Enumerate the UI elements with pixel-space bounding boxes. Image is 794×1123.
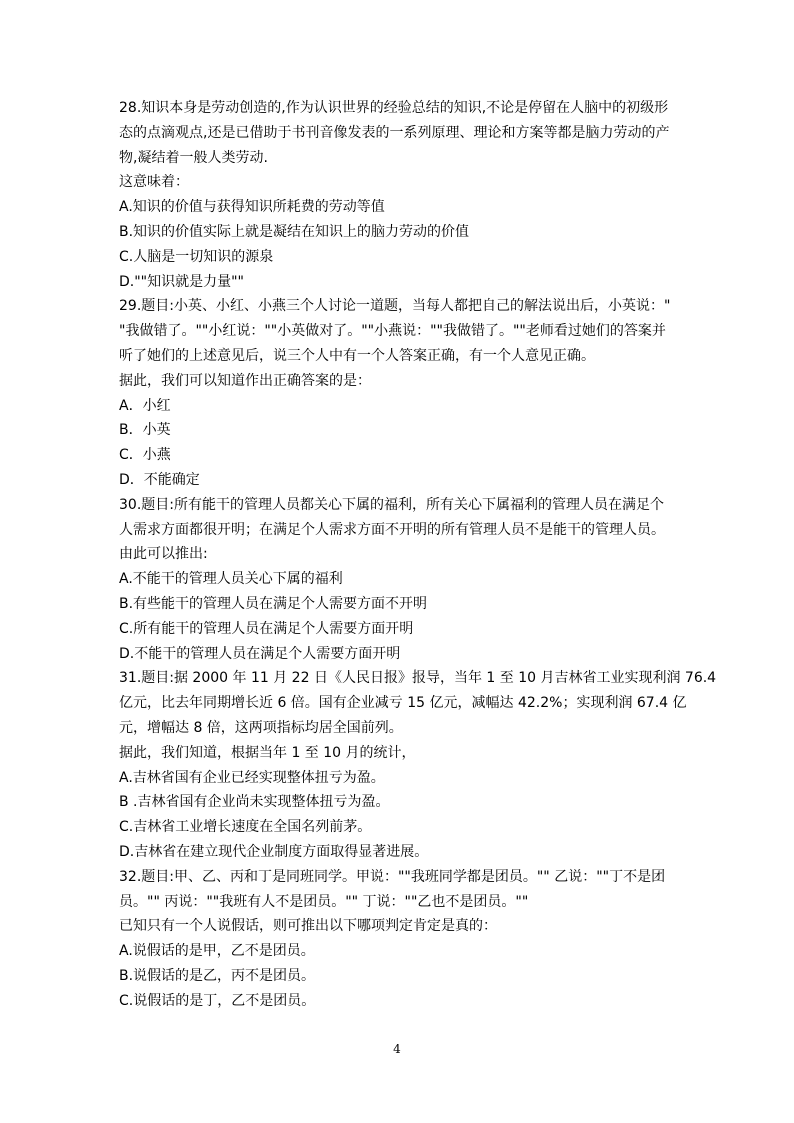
question-32-option-c: C.说假话的是丁，乙不是团员。 — [119, 992, 316, 1009]
question-30-line-2: 人需求方面都很开明；在满足个人需求方面不开明的所有管理人员不是能干的管理人员。 — [119, 521, 665, 538]
question-29-option-c: C．小燕 — [119, 447, 171, 464]
question-29-option-d: D．不能确定 — [119, 471, 200, 488]
question-30-option-d: D.不能干的管理人员在满足个人需要方面开明 — [119, 645, 401, 662]
question-32-option-b: B.说假话的是乙，丙不是团员。 — [119, 967, 316, 984]
question-30-option-b: B.有些能干的管理人员在满足个人需要方面不开明 — [119, 595, 428, 612]
question-28-option-b: B.知识的价值实际上就是凝结在知识上的脑力劳动的价值 — [119, 223, 470, 240]
question-28-option-d: D.""知识就是力量"" — [119, 273, 244, 290]
question-31-line-2: 亿元，比去年同期增长近 6 倍。国有企业减亏 15 亿元，减幅达 42.2%；实现利润 67.4 亿 — [119, 695, 687, 712]
question-28-option-c: C.人脑是一切知识的源泉 — [119, 248, 274, 265]
question-29-option-b: B．小英 — [119, 422, 171, 439]
question-31-line-1: 31.题目:据 2000 年 11 月 22 日《人民日报》报导，当年 1 至 10 月吉林省工业实现利润 76.4 — [119, 670, 717, 687]
question-29-prompt: 据此，我们可以知道作出正确答案的是： — [119, 372, 371, 389]
question-28-line-1: 28.知识本身是劳动创造的,作为认识世界的经验总结的知识,不论是停留在人脑中的初级形 — [119, 100, 669, 116]
question-30-option-a: A.不能干的管理人员关心下属的福利 — [119, 571, 343, 588]
question-29-line-1: 29.题目:小英、小红、小燕三个人讨论一道题，当每人都把自己的解法说出后，小英说：" — [119, 298, 671, 315]
question-32-line-1: 32.题目:甲、乙、丙和丁是同班同学。甲说：""我班同学都是团员。"" 乙说：""丁不是团 — [119, 868, 666, 885]
document-body — [119, 96, 717, 1013]
question-28-line-2: 态的点滴观点,还是已借助于书刊音像发表的一系列原理、理论和方案等都是脑力劳动的产 — [119, 124, 670, 141]
question-31-option-c: C.吉林省工业增长速度在全国名列前茅。 — [119, 819, 372, 836]
page-number: 4 — [393, 1042, 401, 1056]
question-31-prompt: 据此，我们知道，根据当年 1 至 10 月的统计， — [119, 744, 416, 761]
question-28-prompt: 这意味着： — [119, 174, 189, 191]
question-28-option-a: A.知识的价值与获得知识所耗费的劳动等值 — [119, 199, 385, 216]
question-32-line-2: 员。"" 丙说：""我班有人不是团员。"" 丁说：""乙也不是团员。"" — [119, 893, 529, 910]
question-31-option-d: D.吉林省在建立现代企业制度方面取得显著进展。 — [119, 843, 429, 860]
question-29-option-a: A．小红 — [119, 397, 171, 414]
question-29-line-3: 听了她们的上述意见后，说三个人中有一个人答案正确，有一个人意见正确。 — [119, 347, 595, 364]
question-30-option-c: C.所有能干的管理人员在满足个人需要方面开明 — [119, 620, 414, 637]
question-29-line-2: "我做错了。""小红说：""小英做对了。""小燕说：""我做错了。""老师看过她们的答案并 — [119, 323, 666, 340]
question-31-option-a: A.吉林省国有企业已经实现整体扭亏为盈。 — [119, 769, 385, 786]
question-30-prompt: 由此可以推出: — [119, 546, 208, 563]
question-31-option-b: B .吉林省国有企业尚未实现整体扭亏为盈。 — [119, 794, 390, 811]
question-32-option-a: A.说假话的是甲，乙不是团员。 — [119, 943, 315, 960]
question-32-prompt: 已知只有一个人说假话，则可推出以下哪项判定肯定是真的： — [119, 918, 497, 935]
question-31-line-3: 元，增幅达 8 倍，这两项指标均居全国前列。 — [119, 719, 403, 736]
question-30-line-1: 30.题目:所有能干的管理人员都关心下属的福利，所有关心下属福利的管理人员在满足个 — [119, 496, 664, 513]
question-28-line-3: 物,凝结着一般人类劳动. — [119, 149, 268, 166]
